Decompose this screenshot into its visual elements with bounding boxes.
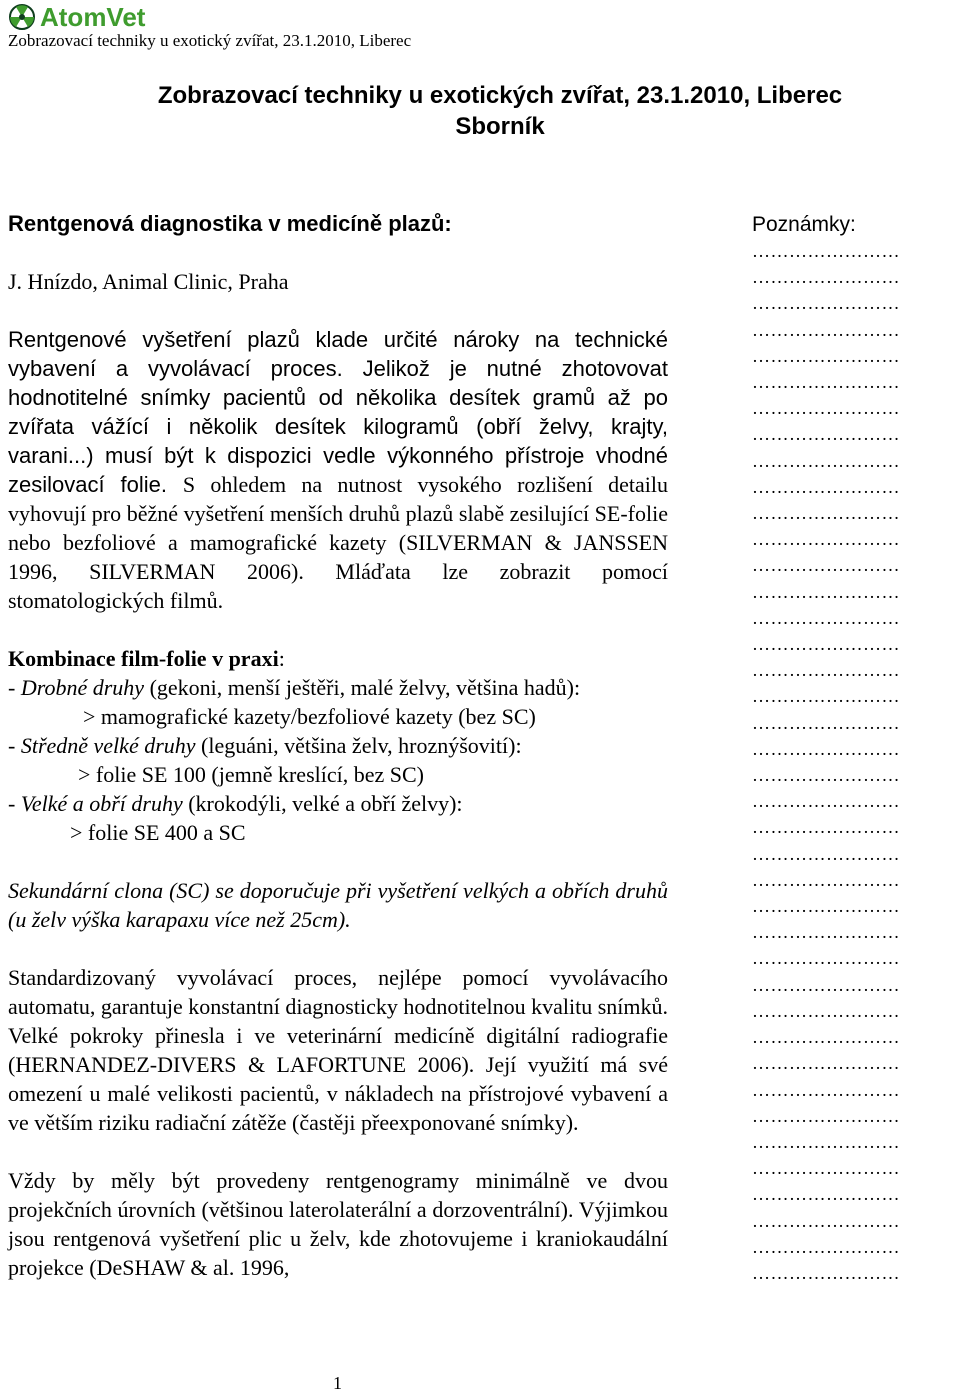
radiation-icon: [10, 5, 34, 29]
note-line: ……………………: [752, 1079, 900, 1100]
notes-label: Poznámky:: [752, 213, 856, 236]
paragraph-intro: [8, 325, 668, 615]
note-line: ……………………: [752, 1262, 900, 1283]
note-line: ……………………: [752, 503, 900, 524]
document-subtitle: Sborník: [455, 113, 545, 140]
article-heading: Rentgenová diagnostika v medicíně plazů:: [8, 211, 452, 236]
running-header-text: Zobrazovací techniky u exotický zvířat, 23.1.2010, Liberec: [8, 31, 412, 50]
article-body: [8, 209, 668, 1282]
species-name: Drobné druhy: [20, 675, 145, 700]
note-line: ……………………: [752, 1184, 900, 1205]
note-line: ……………………: [752, 581, 900, 602]
combination-heading: Kombinace film-folie v praxi: [8, 646, 279, 671]
page-number: 1: [333, 1373, 342, 1393]
notes-column: [752, 212, 960, 1286]
paragraph-intro-a: Rentgenové vyšetření plazů klade určité nároky na technické vybavení a vyvolávací proces. Jelikož je nutné zhotovovat hodnotitelné snímky pacientů od několika desítek gramů až po zvířata vážící i několik desítek kilogramů (obří želvy, krajty, varani...) musí být k dispozici vedle výkonného přístroje vhodné zesilovací folie.: [8, 327, 668, 497]
note-line: ……………………: [752, 712, 900, 733]
note-line: ……………………: [752, 817, 900, 838]
species-examples: (leguáni, většina želv, hroznýšovití):: [195, 733, 522, 758]
note-line: ……………………: [752, 372, 900, 393]
note-line: ……………………: [752, 1053, 900, 1074]
note-line: ……………………: [752, 1158, 900, 1179]
note-line: ……………………: [752, 896, 900, 917]
paragraph-intro-b: S ohledem na nutnost vysokého rozlišení detailu vyhovují pro běžné vyšetření menších druhů plazů slabě zesilující SE-folie nebo bezfoliové a mamografické kazety (SILVERMAN & JANSSEN 1996, SILVERMAN 2006). Mláďata lze zobrazit pomocí stomatologických filmů.: [8, 472, 668, 613]
note-line: ……………………: [752, 529, 900, 550]
note-line: ……………………: [752, 476, 900, 497]
note-line: ……………………: [752, 267, 900, 288]
note-line: ……………………: [752, 1236, 900, 1257]
note-line: ……………………: [752, 1000, 900, 1021]
note-line: ……………………: [752, 450, 900, 471]
note-line: ……………………: [752, 634, 900, 655]
species-name: Středně velké druhy: [20, 733, 196, 758]
note-line: ……………………: [752, 555, 900, 576]
paragraph-projections: Vždy by měly být provedeny rentgenogramy minimálně ve dvou projekčních úrovních (většinou laterolaterální a dorzoventrální). Výjimkou jsou rentgenová vyšetření plic u želv, kde zhotovujeme i kraniokaudální projekce (DeSHAW & al. 1996,: [8, 1168, 668, 1280]
recommendation-large: > folie SE 400 a SC: [70, 820, 246, 845]
dash: -: [8, 733, 21, 758]
note-line: ……………………: [752, 660, 900, 681]
note-line: ……………………: [752, 922, 900, 943]
species-examples: (gekoni, menší ještěři, malé želvy, většina hadů):: [144, 675, 581, 700]
note-line: ……………………: [752, 738, 900, 759]
note-line: ……………………: [752, 869, 900, 890]
species-row-large: [8, 789, 668, 818]
running-header: [8, 31, 411, 51]
secondary-grid-note: Sekundární clona (SC) se doporučuje při vyšetření velkých a obřích druhů (u želv výška karapaxu více než 25cm).: [8, 878, 668, 932]
recommendation-medium: > folie SE 100 (jemně kreslící, bez SC): [78, 762, 424, 787]
note-line: ……………………: [752, 686, 900, 707]
species-row-small: [8, 673, 668, 702]
dash: -: [8, 791, 21, 816]
paragraph-processing: Standardizovaný vyvolávací proces, nejlépe pomocí vyvolávacího automatu, garantuje konstantní diagnosticky hodnotitelnou kvalitu snímků. Velké pokroky přinesla i ve veterinární medicíně digitální radiografie (HERNANDEZ-DIVERS & LAFORTUNE 2006). Její využití má své omezení u malé velikosti pacientů, v nákladech na přístrojové vybavení a ve větším riziku radiační zátěže (častěji přeexponované snímky).: [8, 965, 668, 1135]
combination-heading-line: [8, 644, 668, 673]
combination-colon: :: [278, 646, 285, 671]
note-line: ……………………: [752, 1210, 900, 1231]
logo-text: AtomVet: [40, 2, 146, 32]
note-line: ……………………: [752, 319, 900, 340]
note-line: ……………………: [752, 398, 900, 419]
document-title: Zobrazovací techniky u exotických zvířat, 23.1.2010, Liberec: [157, 82, 843, 109]
note-line: ……………………: [752, 607, 900, 628]
note-line: ……………………: [752, 1027, 900, 1048]
article-author: J. Hnízdo, Animal Clinic, Praha: [8, 269, 289, 294]
note-line: ……………………: [752, 765, 900, 786]
note-line: ……………………: [752, 345, 900, 366]
species-row-medium: [8, 731, 668, 760]
dash: -: [8, 675, 21, 700]
note-line: ……………………: [752, 1105, 900, 1126]
note-line: ……………………: [752, 424, 900, 445]
note-line: ……………………: [752, 843, 900, 864]
atomvet-logo: [8, 2, 218, 32]
species-name: Velké a obří druhy: [20, 791, 183, 816]
note-line: ……………………: [752, 791, 900, 812]
note-line: ……………………: [752, 974, 900, 995]
recommendation-small: > mamografické kazety/bezfoliové kazety (bez SC): [83, 704, 536, 729]
note-line: ……………………: [752, 293, 900, 314]
note-line: ……………………: [752, 241, 900, 261]
note-line: ……………………: [752, 948, 900, 969]
note-line: ……………………: [752, 1131, 900, 1152]
notes-lines: [752, 238, 960, 1286]
species-examples: (krokodýli, velké a obří želvy):: [182, 791, 463, 816]
